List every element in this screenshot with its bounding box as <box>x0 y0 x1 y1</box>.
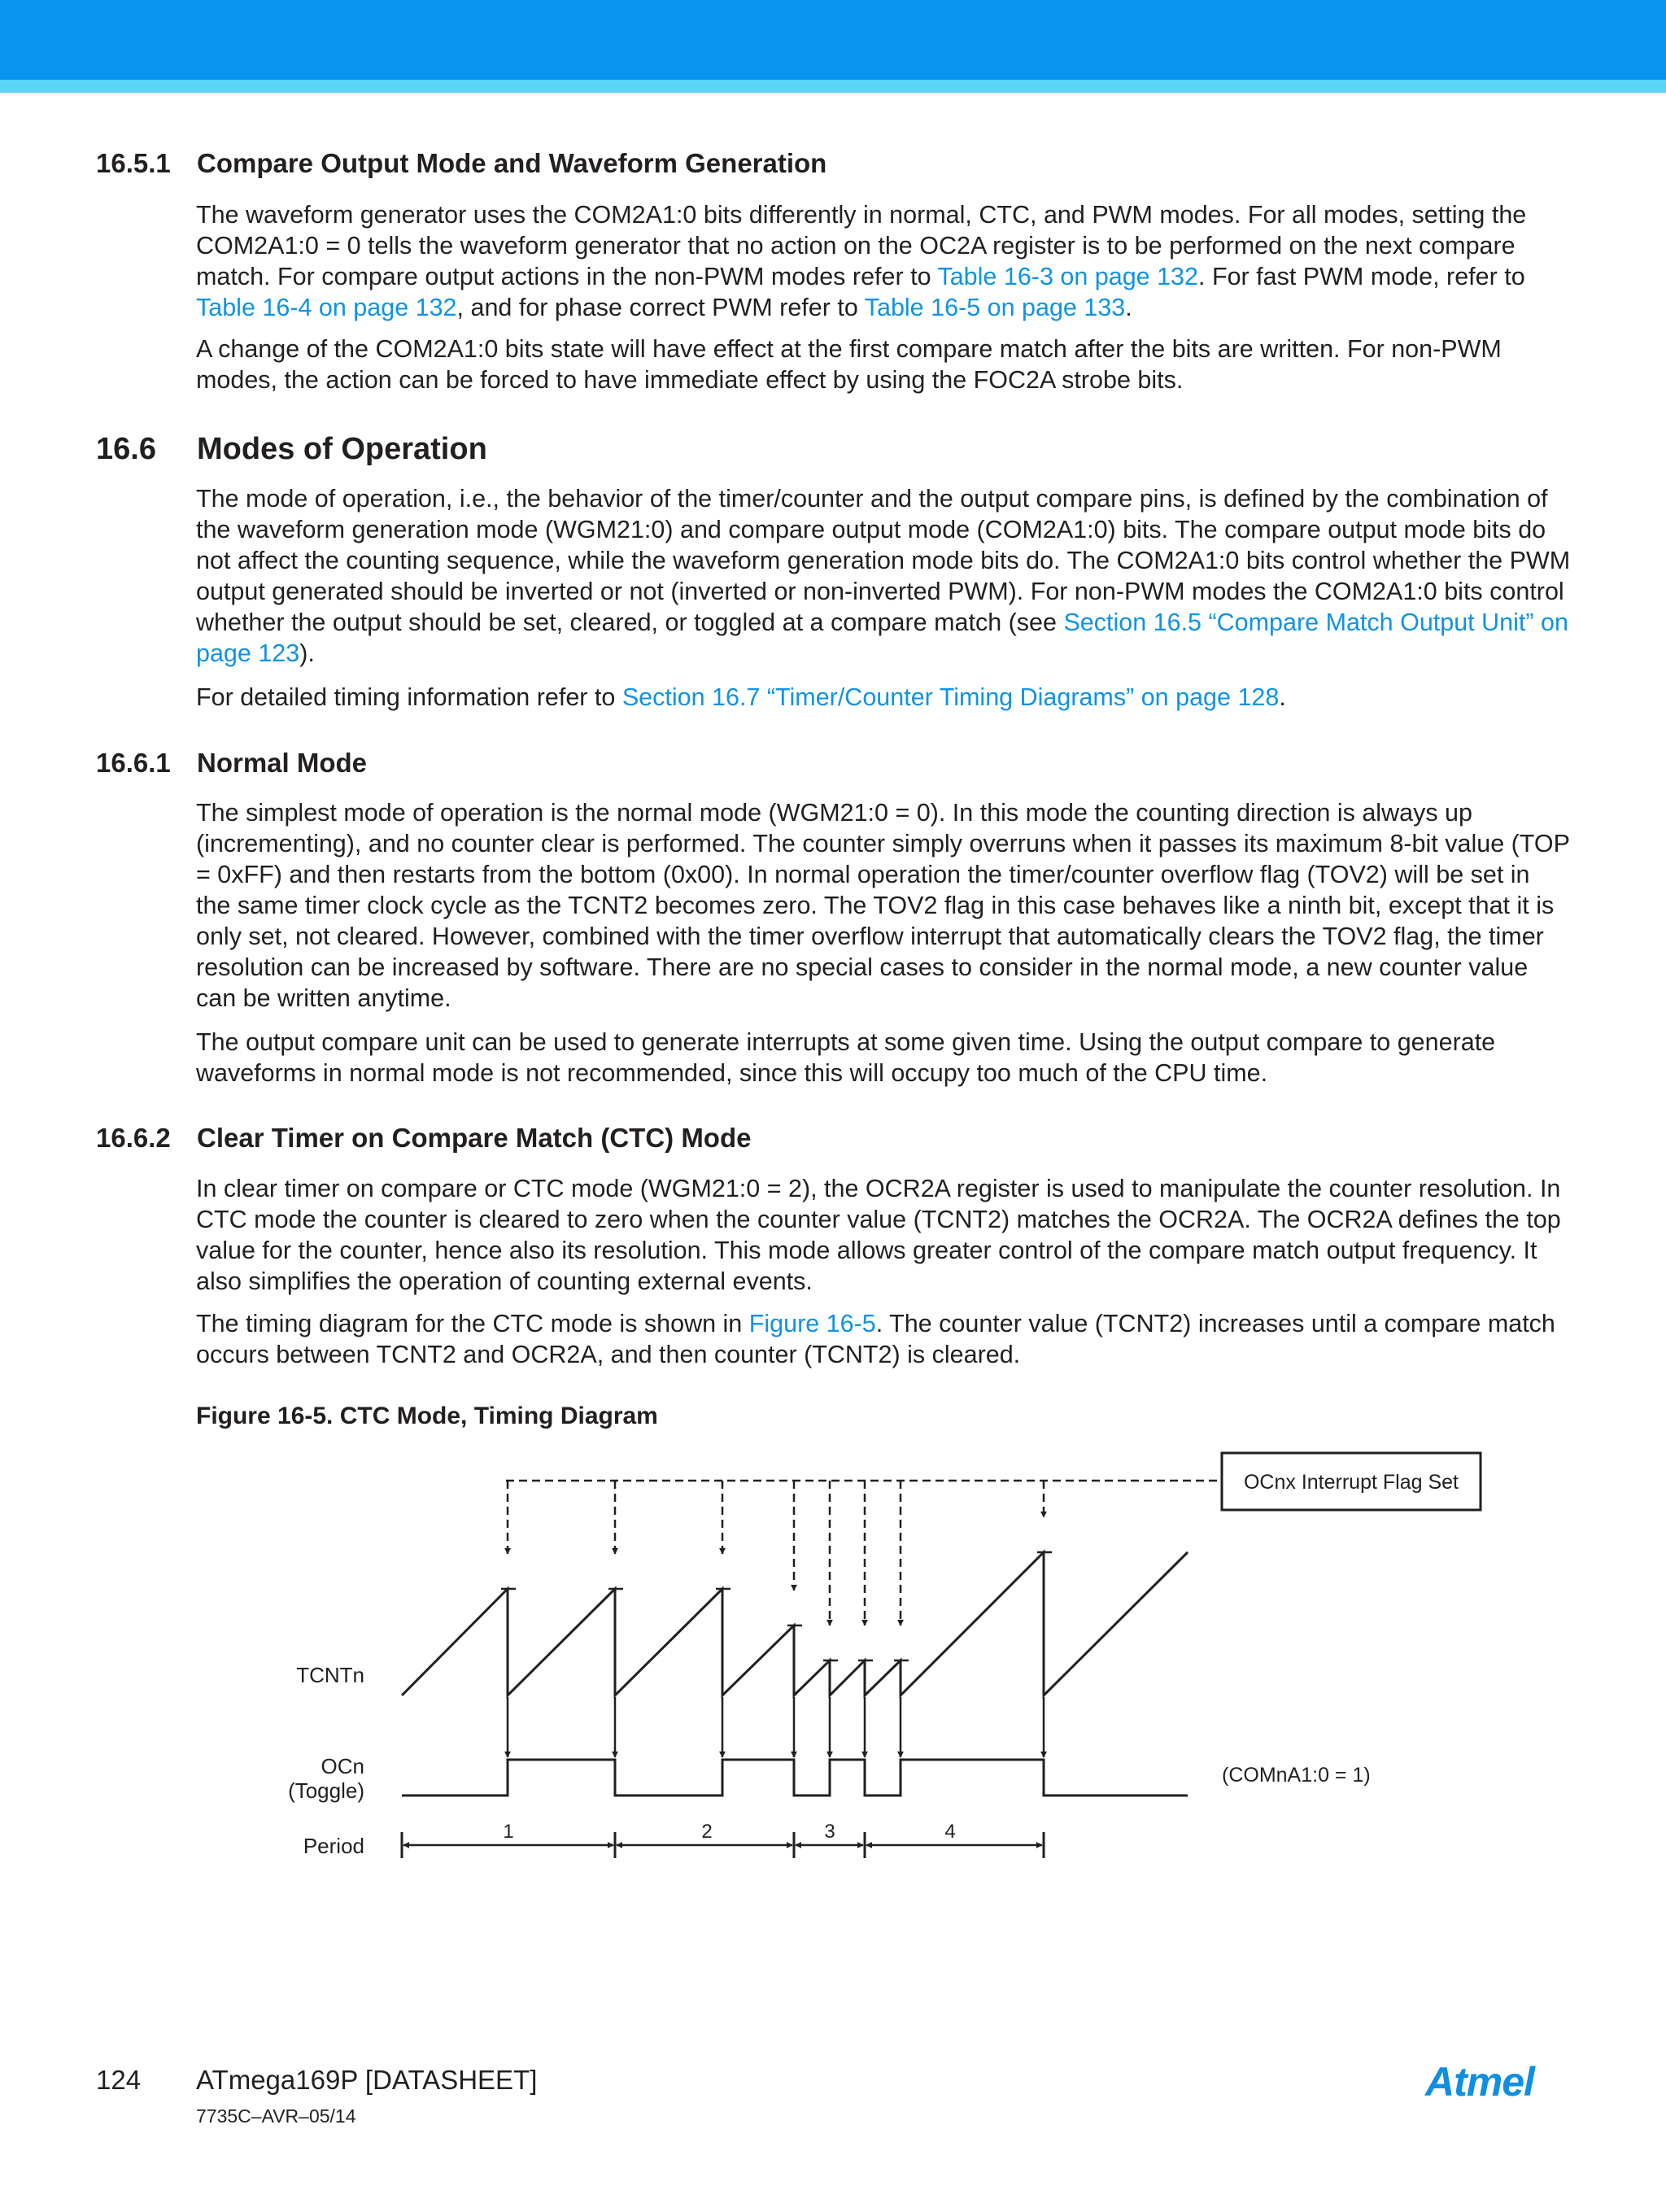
text-run: . <box>1125 294 1132 321</box>
text-run: . <box>1279 683 1286 711</box>
section-title: Normal Mode <box>197 748 368 778</box>
table-16-5-link[interactable]: Table 16-5 on page 133 <box>864 294 1126 321</box>
section-16-6-1-paragraph-2: The output compare unit can be used to generate interrupts at some given time. Using the output compare to generate waveforms in normal mode is not recommended, since this will occupy too much of the CPU time. <box>196 1028 1496 1087</box>
figure-caption: Figure 16-5. CTC Mode, Timing Diagram <box>196 1403 658 1429</box>
document-title: ATmega169P [DATASHEET] <box>196 2065 538 2095</box>
page-number: 124 <box>96 2065 142 2095</box>
flag-arrows <box>508 1481 1044 1625</box>
atmel-logo-text: Atmel <box>1425 2059 1534 2105</box>
text-run: The mode of operation, i.e., the behavior of the timer/counter and the output compare pins, is defined by the combination of the waveform generation mode (WGM21:0) and compare output mode (COM2A1:0) bits. The compare output mode bits do not affect the counting sequence, while the waveform generation mode bits do. The COM2A1:0 bits control whether the PWM output generated should be inverted or not (inverted or non-inverted PWM). For non-PWM modes the COM2A1:0 bits control whether the output should be set, cleared, or toggled at a compare match (see <box>196 485 1571 636</box>
interrupt-flag-label: OCnx Interrupt Flag Set <box>1243 1471 1459 1494</box>
table-16-3-link[interactable]: Table 16-3 on page 132 <box>937 263 1198 290</box>
period-number-3: 3 <box>824 1821 835 1843</box>
mode-note: (COMnA1:0 = 1) <box>1222 1764 1371 1787</box>
atmel-logo <box>1422 2058 1570 2107</box>
section-title: Modes of Operation <box>197 432 487 466</box>
document-code: 7735C–AVR–05/14 <box>196 2105 356 2127</box>
tcnt-label: TCNTn <box>296 1663 364 1687</box>
section-16-7-link[interactable]: Section 16.7 “Timer/Counter Timing Diagrams” on page 128 <box>621 683 1280 711</box>
period-label: Period <box>303 1834 364 1858</box>
ocn-toggle-label: (Toggle) <box>288 1778 364 1803</box>
text-run: The waveform generator uses the COM2A1:0 bits differently in normal, CTC, and PWM modes. For all modes, setting the COM2A1:0 = 0 tells the waveform generator that no action on the OC2A register is to be performed on the next compare match. For compare output actions in the non-PWM modes refer to <box>196 201 1527 290</box>
text-run: For detailed timing information refer to <box>196 683 622 711</box>
text-run: ). <box>299 639 315 667</box>
section-16-5-link[interactable]: Section 16.5 “Compare Match Output Unit” on page 123 <box>196 609 1568 667</box>
period-number-1: 1 <box>503 1821 514 1843</box>
reset-arrows <box>508 1697 1044 1757</box>
section-number: 16.6.2 <box>96 1123 171 1153</box>
period-number-4: 4 <box>944 1821 956 1843</box>
section-16-5-1-paragraph-2: A change of the COM2A1:0 bits state will have effect at the first compare match after the bits are written. For non-PWM modes, the action can be forced to have immediate effect by using the FOC2A strobe bits. <box>196 335 1502 394</box>
ocn-waveform <box>402 1760 1188 1795</box>
text-run: . For fast PWM mode, refer to <box>1198 263 1525 290</box>
table-16-4-link[interactable]: Table 16-4 on page 132 <box>196 294 457 321</box>
ocn-label: OCn <box>321 1754 364 1778</box>
section-16-6-1-paragraph-1: The simplest mode of operation is the normal mode (WGM21:0 = 0). In this mode the counting direction is always up (incrementing), and no counter clear is performed. The counter simply overruns when it passes its maximum 8-bit value (TOP = 0xFF) and then restarts from the bottom (0x00). In normal operation the timer/counter overflow flag (TOV2) will be set in the same timer clock cycle as the TCNT2 becomes zero. The TOV2 flag in this case behaves like a ninth bit, except that it is only set, not cleared. However, combined with the timer overflow interrupt that automatically clears the TOV2 flag, the timer resolution can be increased by software. There are no special cases to consider in the normal mode, a new counter value can be written anytime. <box>196 799 1570 1012</box>
figure-16-5-link[interactable]: Figure 16-5 <box>748 1310 876 1337</box>
text-run: The timing diagram for the CTC mode is shown in <box>196 1310 749 1337</box>
section-number: 16.6.1 <box>96 748 171 778</box>
text-run: , and for phase correct PWM refer to <box>456 294 865 321</box>
section-number: 16.5.1 <box>96 148 171 178</box>
section-title: Compare Output Mode and Waveform Generation <box>197 148 827 178</box>
text-run: . The counter value (TCNT2) increases until a compare match occurs between TCNT2 and OCR2A, and then counter (TCNT2) is cleared. <box>196 1310 1555 1368</box>
section-16-6-2-paragraph-1: In clear timer on compare or CTC mode (WGM21:0 = 2), the OCR2A register is used to manipulate the counter resolution. In CTC mode the counter is cleared to zero when the counter value (TCNT2) matches the OCR2A. The OCR2A defines the top value for the counter, hence also its resolution. This mode allows greater control of the compare match output frequency. It also simplifies the operation of counting external events. <box>196 1175 1561 1295</box>
period-number-2: 2 <box>701 1821 713 1843</box>
section-number: 16.6 <box>96 432 156 466</box>
section-title: Clear Timer on Compare Match (CTC) Mode <box>197 1123 752 1153</box>
